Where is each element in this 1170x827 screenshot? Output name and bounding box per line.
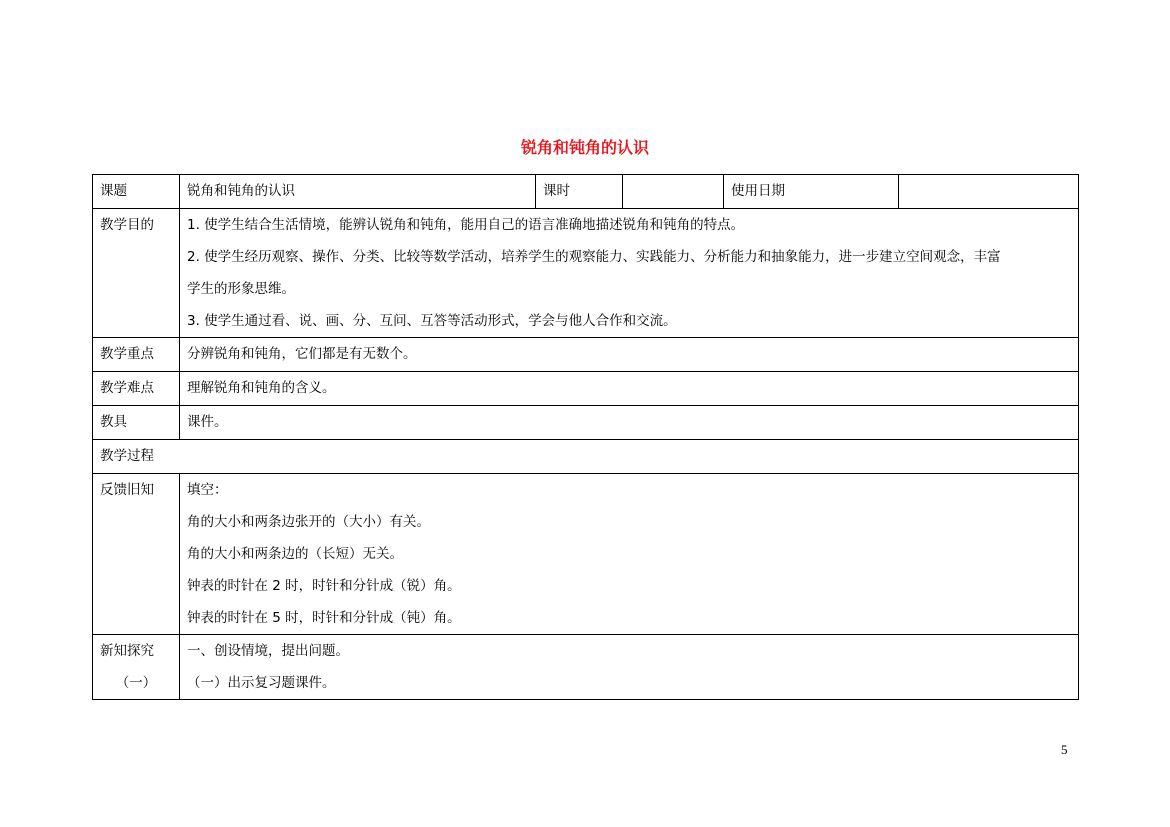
explore-label	[93, 635, 180, 700]
objective-line-1: 1. 使学生结合生活情境，能辨认锐角和钝角，能用自己的语言准确地描述锐角和钝角的特点。	[187, 217, 745, 233]
review-line-4: 钟表的时针在 2 时，时针和分针成（锐）角。	[187, 578, 461, 594]
page-number: 5	[1061, 742, 1068, 757]
review-line-2: 角的大小和两条边张开的（大小）有关。	[187, 514, 430, 530]
review-line-3: 角的大小和两条边的（长短）无关。	[187, 546, 403, 562]
difficulties-row	[93, 372, 1079, 406]
difficulties-value: 理解锐角和钝角的含义。	[180, 372, 1079, 406]
explore-line-1: 一、创设情境，提出问题。	[187, 643, 349, 659]
tools-value: 课件。	[180, 406, 1079, 440]
period-value	[623, 175, 724, 209]
objectives-content	[180, 209, 1079, 338]
objective-line-3: 学生的形象思维。	[187, 281, 295, 297]
review-label: 反馈旧知	[93, 474, 180, 635]
date-value	[899, 175, 1079, 209]
process-row	[93, 440, 1079, 474]
period-label: 课时	[536, 175, 623, 209]
objectives-label: 教学目的	[93, 209, 180, 338]
review-line-1: 填空：	[187, 482, 228, 498]
explore-label-line-2: （一）	[115, 675, 157, 691]
header-row	[93, 175, 1079, 209]
key-points-value: 分辨锐角和钝角，它们都是有无数个。	[180, 338, 1079, 372]
explore-content	[180, 635, 1079, 700]
explore-row	[93, 635, 1079, 700]
objective-line-4: 3. 使学生通过看、说、画、分、互问、互答等活动形式，学会与他人合作和交流。	[187, 313, 677, 329]
review-line-5: 钟表的时针在 5 时，时针和分针成（钝）角。	[187, 610, 461, 626]
objectives-row	[93, 209, 1079, 338]
key-points-label: 教学重点	[93, 338, 180, 372]
difficulties-label: 教学难点	[93, 372, 180, 406]
lesson-plan-table	[92, 174, 1079, 700]
explore-line-2: （一）出示复习题课件。	[187, 675, 336, 691]
date-label: 使用日期	[724, 175, 899, 209]
explore-label-line-1: 新知探究	[100, 643, 154, 659]
objective-line-2: 2. 使学生经历观察、操作、分类、比较等数学活动，培养学生的观察能力、实践能力、分析能力和抽象能力，进一步建立空间观念，丰富	[187, 249, 1001, 265]
topic-value: 锐角和钝角的认识	[180, 175, 536, 209]
topic-label: 课题	[93, 175, 180, 209]
key-points-row	[93, 338, 1079, 372]
process-label: 教学过程	[93, 440, 1079, 474]
tools-row	[93, 406, 1079, 440]
tools-label: 教具	[93, 406, 180, 440]
review-row	[93, 474, 1079, 635]
review-content	[180, 474, 1079, 635]
document-title: 锐角和钝角的认识	[520, 138, 649, 157]
